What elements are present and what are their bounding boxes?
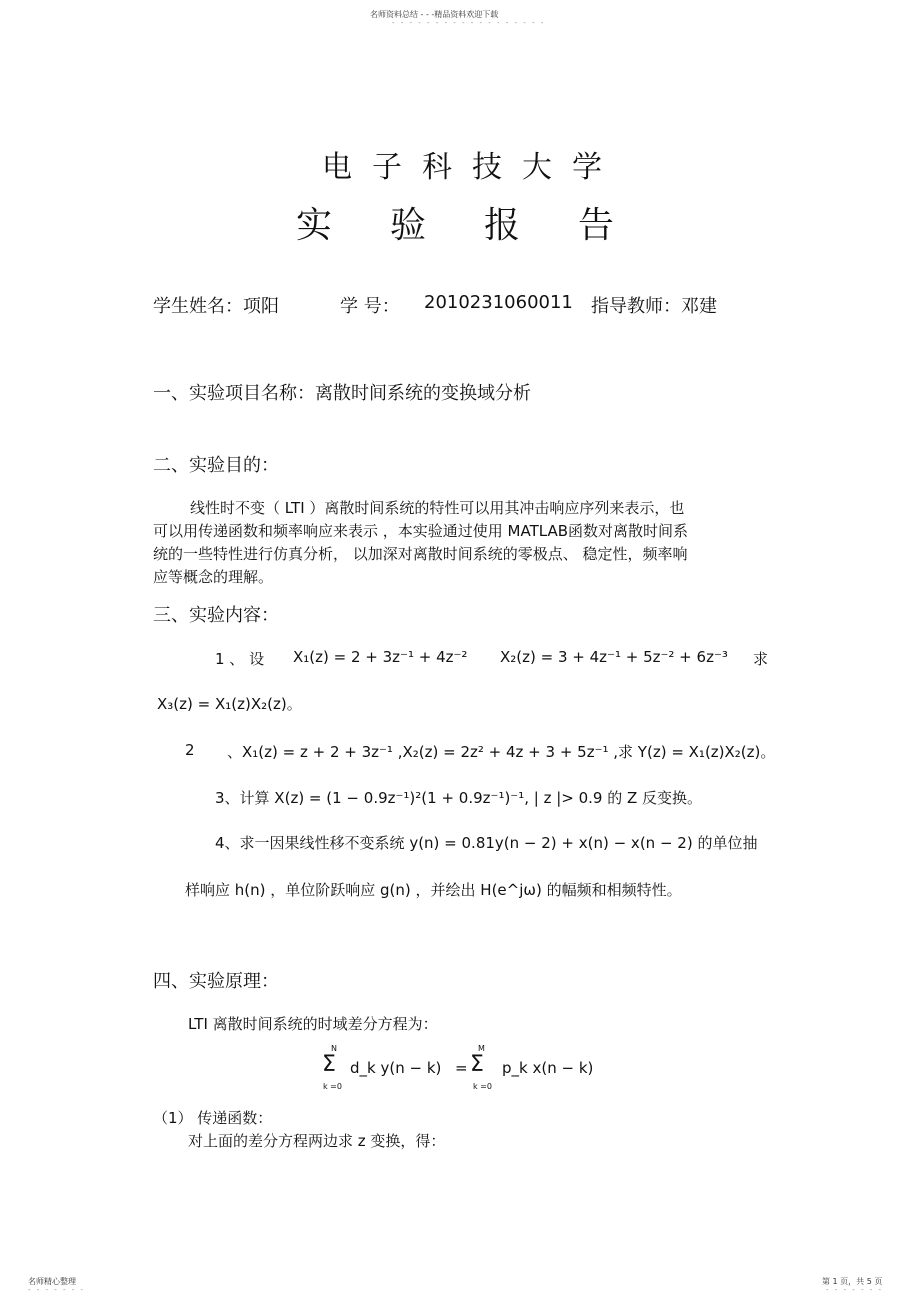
header-text: 名师资料总结 - - -精品资料欢迎下载 bbox=[370, 10, 499, 19]
subsection-1-text: 对上面的差分方程两边求 z 变换，得： bbox=[188, 1132, 446, 1150]
purpose-line-1: 线性时不变（ LTI ）离散时间系统的特性可以用其冲击响应序列来表示，也 bbox=[190, 499, 685, 517]
item-2-prefix: 2 bbox=[185, 741, 195, 759]
item-1-prefix: 1 、 设 bbox=[215, 650, 265, 668]
sum-1-lower: k =0 bbox=[323, 1082, 342, 1091]
purpose-line-2: 可以用传递函数和频率响应来表示 ，本实验通过使用 MATLAB函数对离散时间系 bbox=[153, 522, 688, 540]
section-1-heading: 一、实验项目名称：离散时间系统的变换域分析 bbox=[153, 383, 531, 404]
section-3-heading: 三、实验内容： bbox=[153, 605, 279, 626]
sum-1-upper: N bbox=[331, 1044, 337, 1053]
sum-2-symbol: Σ bbox=[470, 1052, 484, 1077]
section-2-heading: 二、实验目的： bbox=[153, 455, 279, 476]
student-id-value: 2010231060011 bbox=[424, 292, 573, 313]
sum-1-symbol: Σ bbox=[322, 1052, 336, 1077]
item-4-line-1: 4、求一因果线性移不变系统 y(n) = 0.81y(n − 2) + x(n) − x(n − 2) 的单位抽 bbox=[215, 834, 758, 852]
student-id-label: 学 号： bbox=[340, 296, 400, 317]
equation-lhs: d_k y(n − k) bbox=[350, 1059, 442, 1077]
footer-left-dots: - - - - - - - bbox=[28, 1286, 86, 1294]
report-title: 实验报告 bbox=[296, 205, 673, 246]
item-1-ask: 求 bbox=[753, 650, 769, 668]
university-title: 电子科技大学 bbox=[322, 150, 622, 185]
item-1-x2: X₂(z) = 3 + 4z⁻¹ + 5z⁻² + 6z⁻³ bbox=[500, 648, 728, 666]
item-1-x3: X₃(z) = X₁(z)X₂(z)。 bbox=[157, 695, 302, 713]
item-1-x1: X₁(z) = 2 + 3z⁻¹ + 4z⁻² bbox=[293, 648, 468, 666]
purpose-line-3: 统的一些特性进行仿真分析， 以加深对离散时间系统的零极点、 稳定性，频率响 bbox=[153, 545, 688, 563]
student-name: 学生姓名：项阳 bbox=[153, 296, 279, 317]
subsection-1-heading: （1） 传递函数： bbox=[153, 1109, 273, 1127]
item-2-expr: 、X₁(z) = z + 2 + 3z⁻¹ ,X₂(z) = 2z² + 4z + 3 + 5z⁻¹ ,求 Y(z) = X₁(z)X₂(z)。 bbox=[227, 743, 776, 761]
equation-equals: = bbox=[455, 1059, 468, 1077]
sum-2-upper: M bbox=[478, 1044, 485, 1053]
item-4-line-2: 样响应 h(n) ，单位阶跃响应 g(n) ，并绘出 H(e^jω) 的幅频和相频特性。 bbox=[185, 881, 682, 899]
equation-rhs: p_k x(n − k) bbox=[502, 1059, 594, 1077]
footer-right-dots: - - - - - - - bbox=[826, 1286, 884, 1294]
purpose-line-4: 应等概念的理解。 bbox=[153, 568, 274, 586]
header-dots: - - - - - - - - - - - - - - - - - - bbox=[392, 19, 546, 27]
principle-intro: LTI 离散时间系统的时域差分方程为： bbox=[188, 1015, 438, 1033]
footer-page-number: 第 1 页，共 5 页 bbox=[822, 1277, 883, 1286]
teacher-name: 指导教师：邓建 bbox=[591, 296, 717, 317]
sum-2-lower: k =0 bbox=[473, 1082, 492, 1091]
section-4-heading: 四、实验原理： bbox=[153, 971, 279, 992]
item-3: 3、计算 X(z) = (1 − 0.9z⁻¹)²(1 + 0.9z⁻¹)⁻¹, | z |> 0.9 的 Z 反变换。 bbox=[215, 789, 703, 807]
footer-left: 名师精心整理 bbox=[28, 1277, 76, 1286]
